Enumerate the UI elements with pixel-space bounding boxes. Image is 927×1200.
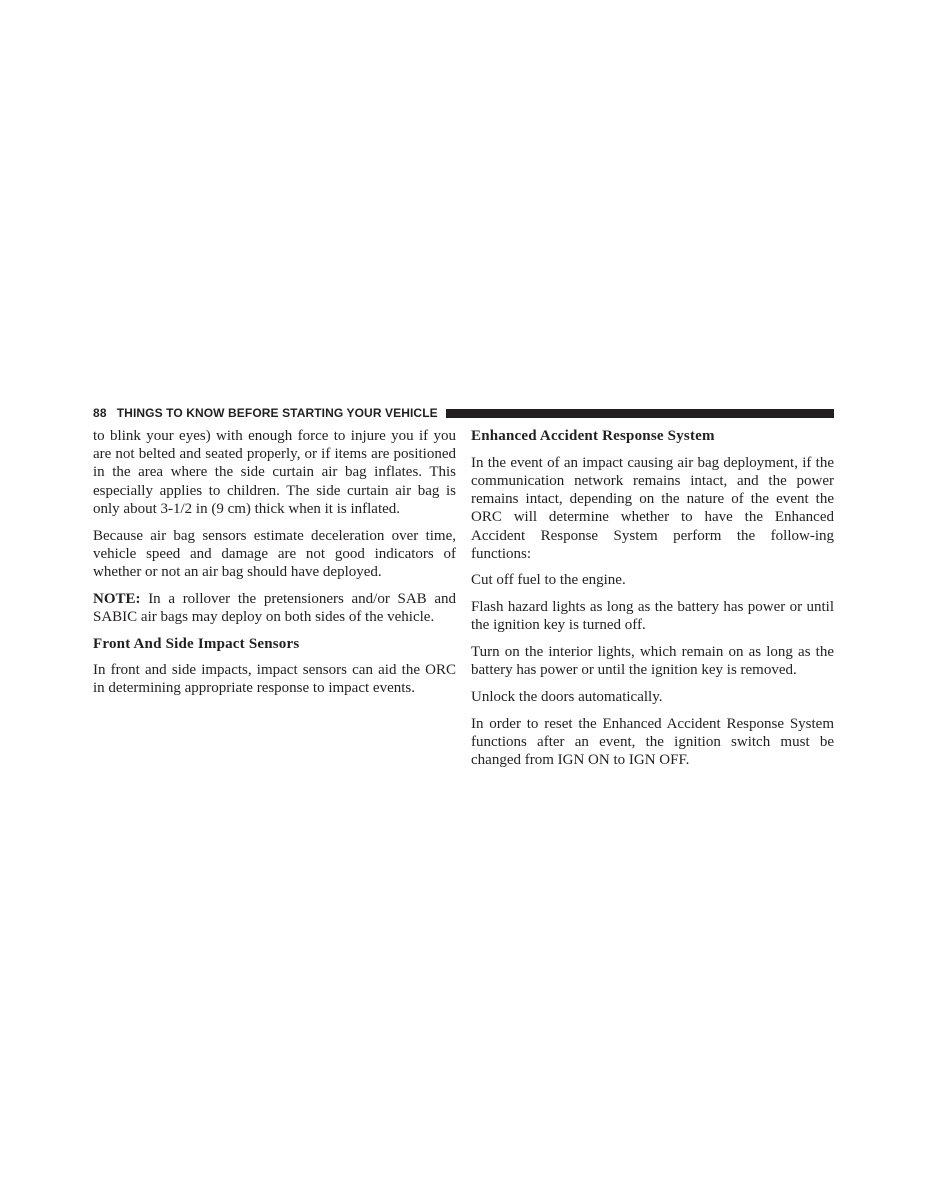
paragraph-impact-sensors: In front and side impacts, impact sensors can aid the ORC in determining appropriate response to impact events. (93, 662, 456, 697)
paragraph-impact-deployment: In the event of an impact causing air bag deployment, if the communication network remains intact, and the power remains intact, depending on the nature of the event the ORC will determine whether to have the Enhanced Accident Response System perform the follow-ing functions: (471, 454, 834, 562)
paragraph-interior-lights: Turn on the interior lights, which remain on as long as the battery has power or until the ignition key is removed. (471, 644, 834, 679)
right-column (471, 427, 834, 778)
paragraph-unlock-doors: Unlock the doors automatically. (471, 688, 663, 705)
section-title: THINGS TO KNOW BEFORE STARTING YOUR VEHICLE (116, 406, 438, 420)
page-number: 88 (93, 406, 107, 420)
header-rule (446, 409, 834, 418)
page-header (93, 405, 834, 421)
note-text: In a rollover the pretensioners and/or SAB and SABIC air bags may deploy on both sides of the vehicle. (93, 590, 456, 625)
paragraph-flash-hazard: Flash hazard lights as long as the battery has power or until the ignition key is turned off. (471, 599, 834, 634)
note-paragraph (93, 590, 456, 626)
paragraph-side-curtain-continued: to blink your eyes) with enough force to injure you if you are not belted and seated properly, or if items are positioned in the area where the side curtain air bag inflates. This especially applies to children. The side curtain air bag is only about 3-1/2 in (9 cm) thick when it is inflated. (93, 428, 456, 517)
heading-front-side-impact-sensors: Front And Side Impact Sensors (93, 635, 300, 652)
heading-enhanced-accident-response: Enhanced Accident Response System (471, 428, 715, 444)
note-label: NOTE: (93, 590, 141, 607)
left-column (93, 427, 456, 706)
paragraph-cut-off-fuel: Cut off fuel to the engine. (471, 572, 626, 589)
paragraph-reset-system: In order to reset the Enhanced Accident Response System functions after an event, the ignition switch must be changed from IGN ON to IGN OFF. (471, 715, 834, 769)
paragraph-air-bag-sensors: Because air bag sensors estimate deceleration over time, vehicle speed and damage are not good indicators of whether or not an air bag should have deployed. (93, 527, 456, 580)
